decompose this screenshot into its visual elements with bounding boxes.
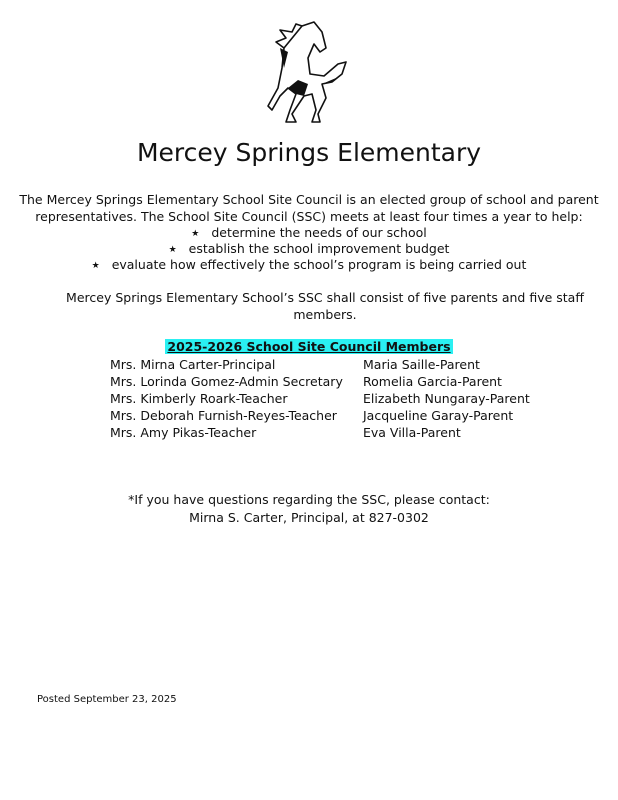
staff-member: Mrs. Amy Pikas-Teacher — [110, 425, 257, 440]
parent-member: Jacqueline Garay-Parent — [363, 408, 514, 423]
parent-member: Eva Villa-Parent — [363, 425, 461, 440]
staff-member: Mrs. Lorinda Gomez-Admin Secretary — [110, 374, 343, 389]
intro-line: representatives. The School Site Council (SSC) meets at least four times a year to help: — [35, 208, 583, 224]
page-title: Mercey Springs Elementary — [136, 138, 482, 167]
intro-paragraph — [0, 192, 618, 225]
members-heading-text: 2025-2026 School Site Council Members — [167, 339, 451, 354]
star-bullet-icon: ★ — [91, 261, 100, 271]
bullet-item — [0, 257, 618, 272]
staff-member: Mrs. Mirna Carter-Principal — [110, 357, 276, 372]
members-heading — [0, 339, 618, 354]
bullet-text: determine the needs of our school — [211, 225, 427, 240]
intro-line: The Mercey Springs Elementary School Site Council is an elected group of school and parent — [19, 192, 599, 207]
bullet-item — [0, 241, 618, 256]
contact-info — [0, 491, 618, 527]
parent-member: Romelia Garcia-Parent — [363, 374, 502, 389]
contact-line: *If you have questions regarding the SSC, please contact: — [128, 492, 490, 507]
composition-line: Mercey Springs Elementary School’s SSC shall consist of five parents and five staff — [66, 290, 584, 305]
bullet-item — [0, 225, 618, 240]
parent-member: Maria Saille-Parent — [363, 357, 480, 372]
staff-member: Mrs. Kimberly Roark-Teacher — [110, 391, 288, 406]
mustang-horse-logo — [262, 18, 352, 128]
composition-paragraph — [60, 290, 590, 323]
bullet-text: evaluate how effectively the school’s program is being carried out — [111, 257, 527, 272]
star-bullet-icon: ★ — [191, 229, 200, 239]
composition-line: members. — [293, 306, 357, 322]
posted-date: Posted September 23, 2025 — [37, 694, 177, 705]
parent-list — [363, 356, 530, 441]
staff-list — [110, 356, 343, 441]
staff-member: Mrs. Deborah Furnish-Reyes-Teacher — [110, 408, 337, 423]
contact-line: Mirna S. Carter, Principal, at 827-0302 — [189, 510, 429, 525]
parent-member: Elizabeth Nungaray-Parent — [363, 391, 530, 406]
bullet-text: establish the school improvement budget — [188, 241, 450, 256]
star-bullet-icon: ★ — [168, 245, 177, 255]
